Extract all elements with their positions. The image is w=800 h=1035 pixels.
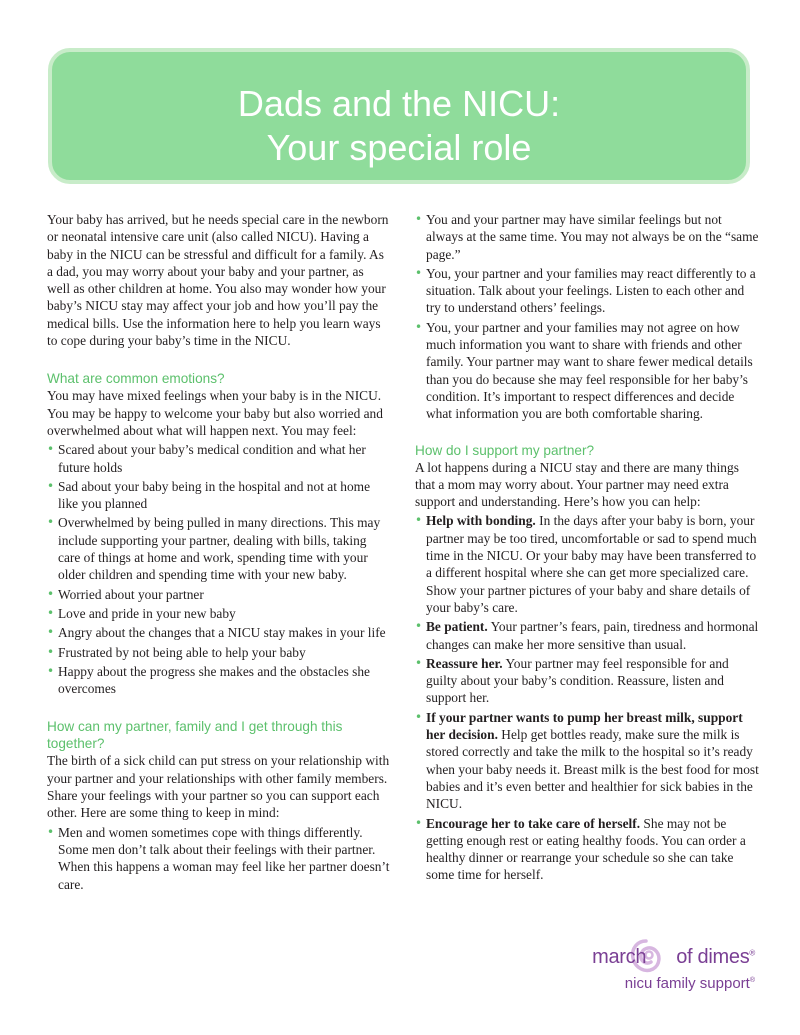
emotions-list	[47, 441, 390, 697]
together-text: The birth of a sick child can put stress on your relationship with your partner and your relationships with other family members. Share your feelings with your partner so you can support each other. Here are some thing to keep in mind:	[47, 753, 390, 821]
together-heading: How can my partner, family and I get through this together?	[47, 719, 343, 752]
bullet-icon: •	[47, 644, 55, 659]
title-line-2: Your special role	[266, 127, 532, 168]
together-list-left	[47, 824, 390, 893]
intro-paragraph: Your baby has arrived, but he needs special care in the newborn or neonatal intensive care unit (also called NICU). Having a baby in the NICU can be stressful and difficult for a family. As a dad, you may worry about your baby and your partner, as well as other children at home. You also may wonder how your baby’s NICU stay may affect your job and how you’ll pay the medical bills. Use the information here to help you learn ways to cope during your baby’s time in the NICU.	[47, 212, 389, 349]
bullet-icon: •	[415, 815, 423, 830]
list-item: • You, your partner and your families may react differently to a situation. Talk about your feelings. Listen to each other and try to understand others’ feelings.	[415, 265, 756, 316]
left-column	[47, 211, 390, 895]
list-item: • Help with bonding. In the days after your baby is born, your partner may be too tired, uncomfortable or sad to spend much time in the NICU. Or your baby may have been transferred to a different hospital where she can get more specialized care. Show your partner pictures of your baby and share details of your baby’s care.	[415, 513, 757, 615]
title-banner	[48, 48, 750, 184]
bullet-icon: •	[415, 319, 423, 334]
list-item: • Reassure her. Your partner may feel responsible for and guilty about your baby’s condition. Reassure, listen and support her.	[415, 655, 729, 706]
bullet-icon: •	[47, 442, 55, 457]
list-item: • You, your partner and your families may not agree on how much information you want to share with friends and other family. Your partner may want to share fewer medical details than you do because she may feel responsible for her baby’s condition. It’s important to respect differences and decide what information you are both comfortable sharing.	[415, 319, 753, 422]
list-item: • Frustrated by not being able to help your baby	[47, 644, 306, 660]
emotions-text: You may have mixed feelings when your baby is in the NICU. You may be happy to welcome your baby but also worried and overwhelmed about what will happen next. You may feel:	[47, 388, 383, 438]
list-item: • Love and pride in your new baby	[47, 605, 236, 621]
list-item: • Men and women sometimes cope with things differently. Some men don’t talk about their feelings with their partner. When this happens a woman may feel like her partner doesn’t care.	[47, 824, 390, 892]
list-item: • Scared about your baby’s medical condition and what her future holds	[47, 442, 366, 475]
bullet-icon: •	[415, 212, 423, 226]
bullet-icon: •	[47, 605, 55, 620]
list-item: • Sad about your baby being in the hospital and not at home like you planned	[47, 478, 371, 512]
right-column	[415, 211, 760, 886]
list-item: • If your partner wants to pump her breast milk, support her decision. Help get bottles ready, make sure the milk is stored correctly and take the milk to the hospital so it’s ready when your baby needs it. Breast milk is the best food for most babies and it’s even better and healthier for sick babies in the NICU.	[415, 709, 759, 812]
title-line-1: Dads and the NICU:	[237, 83, 561, 124]
bullet-icon: •	[47, 824, 55, 839]
support-list	[415, 512, 760, 883]
list-item: • Encourage her to take care of herself. She may not be getting enough rest or eating healthy foods. You can order a healthy dinner or rearrange your schedule so she can take some time for herself.	[415, 815, 746, 883]
support-heading: How do I support my partner?	[415, 442, 595, 458]
bullet-icon: •	[47, 515, 55, 530]
logo-tagline: nicu family support®	[624, 975, 755, 992]
bullet-icon: •	[415, 513, 423, 528]
bullet-icon: •	[47, 478, 55, 493]
together-list-right	[415, 211, 760, 423]
list-item: • You and your partner may have similar feelings but not always at the same time. You may not always be on the “same page.”	[415, 212, 759, 262]
bullet-icon: •	[415, 655, 423, 670]
bullet-icon: •	[415, 619, 423, 634]
list-item: • Worried about your partner	[47, 586, 204, 602]
bullet-icon: •	[47, 625, 55, 640]
bullet-icon: •	[415, 709, 423, 724]
march-of-dimes-logo	[555, 938, 755, 1000]
page-title	[52, 82, 746, 170]
list-item: • Overwhelmed by being pulled in many directions. This may include supporting your partner, dealing with bills, taking care of things at home and work, spending time with your older children and spending time with your new baby.	[47, 515, 381, 583]
emotions-heading: What are common emotions?	[47, 371, 225, 387]
support-text: A lot happens during a NICU stay and there are many things that a mom may worry about. Your partner may need extra support and understanding. Here’s how you can help:	[415, 459, 739, 510]
bullet-icon: •	[47, 663, 55, 678]
logo-wordmark: march of dimes®	[592, 946, 755, 968]
list-item: • Be patient. Your partner’s fears, pain, tiredness and hormonal changes can make her more sensitive than usual.	[415, 619, 759, 652]
bullet-icon: •	[47, 586, 55, 601]
list-item: • Happy about the progress she makes and the obstacles she overcomes	[47, 663, 370, 697]
bullet-icon: •	[415, 265, 423, 280]
list-item: • Angry about the changes that a NICU stay makes in your life	[47, 625, 386, 641]
